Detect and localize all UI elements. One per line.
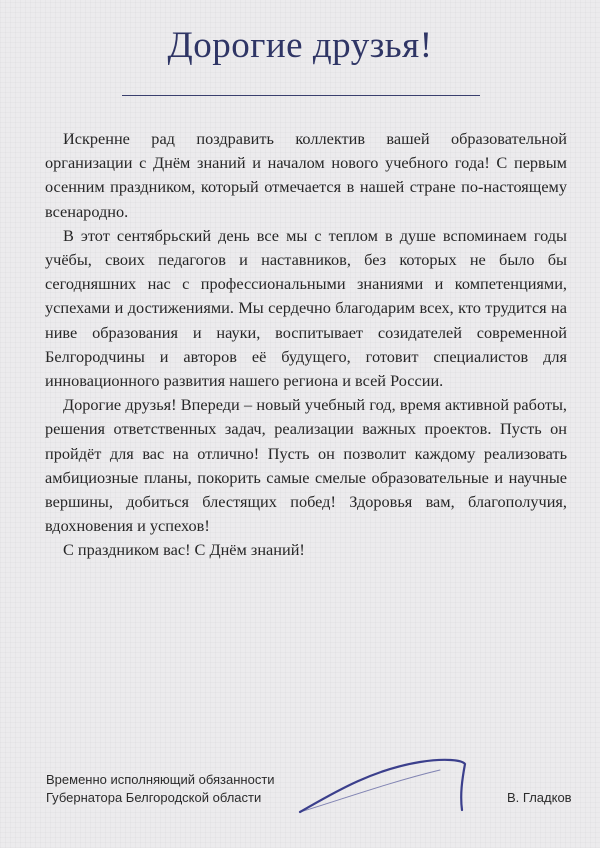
paragraph-greeting: Искренне рад поздравить коллектив вашей образовательной организации с Днём знаний и началом нового учебного года! С первым осенним праздником, который отмечается в нашей стране по-настоящему всенародно. xyxy=(45,129,567,221)
title-divider xyxy=(122,95,480,96)
paragraph-wishes: Дорогие друзья! Впереди – новый учебный год, время активной работы, решения ответственных задач, реализации важных проектов. Пусть он пройдёт для вас на отлично! Пусть он позволит каждому реализовать амбициозные планы, покорить самые смелые образовательные и научные вершины, добиться блестящих побед! Здоровья вам, благополучия, вдохновения и успехов! xyxy=(45,395,567,536)
signatory-position-line1: Временно исполняющий обязанности xyxy=(46,772,275,787)
letter-body xyxy=(45,127,567,563)
signatory-position-line2: Губернатора Белгородской области xyxy=(46,790,262,805)
paragraph-closing: С праздником вас! С Днём знаний! xyxy=(63,540,305,560)
signatory-name: В. Гладков xyxy=(507,790,572,805)
signatory-title xyxy=(46,771,275,807)
letter-title: Дорогие друзья! xyxy=(167,25,433,66)
paragraph-memories: В этот сентябрьский день все мы с теплом в душе вспоминаем годы учёбы, своих педагогов и наставников, без которых не было бы сегодняшних нас с профессиональными знаниями и компетенциями, успехами и достижениями. Мы сердечно благодарим всех, кто трудится на ниве образования и науки, воспитывает созидателей современной Белгородчины и авторов её будущего, готовит специалистов для инновационного развития нашего региона и всей России. xyxy=(45,225,567,391)
